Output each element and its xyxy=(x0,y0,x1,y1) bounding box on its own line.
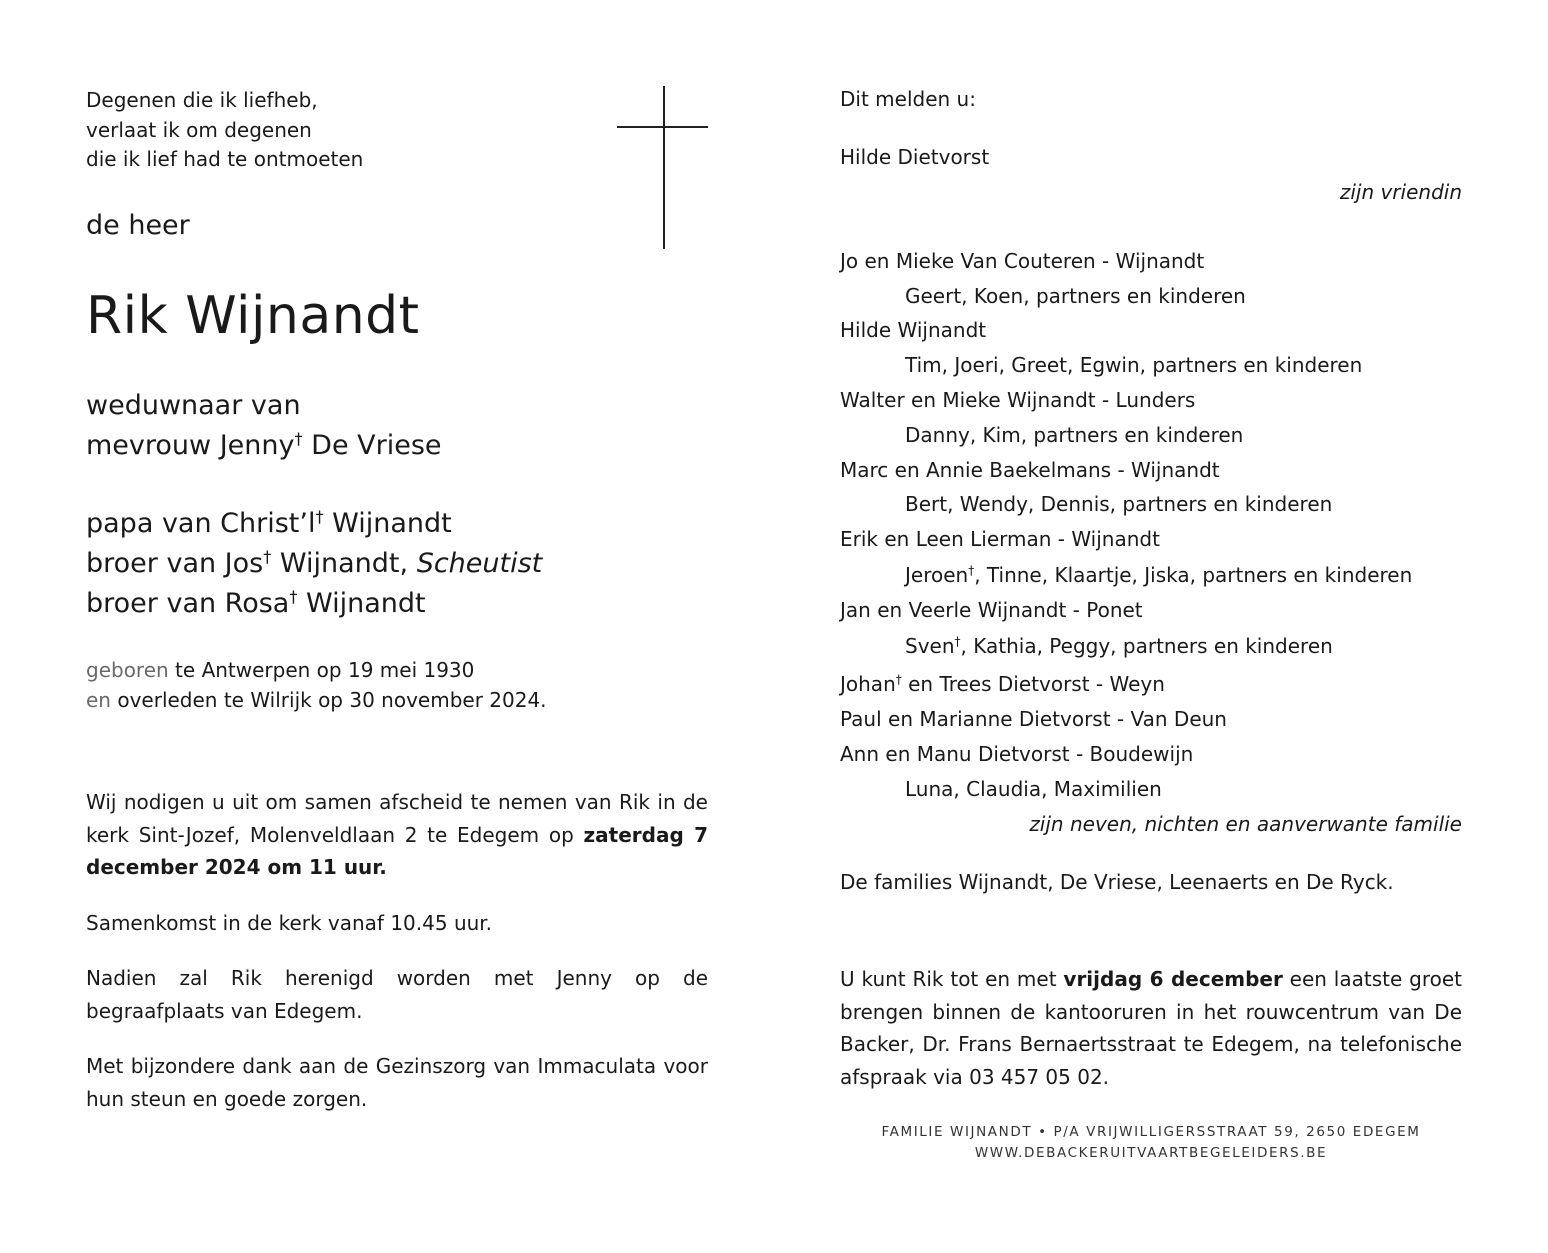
visitation-paragraph xyxy=(840,963,1462,1093)
family-children-text: , Kathia, Peggy, partners en kinderen xyxy=(960,634,1333,658)
poem-line: verlaat ik om degenen xyxy=(86,117,312,142)
family-children-line: Geert, Koen, partners en kinderen xyxy=(905,284,1246,308)
family-line: Jo en Mieke Van Couteren - Wijnandt xyxy=(840,249,1205,273)
cross-horizontal-bar xyxy=(617,126,708,128)
family-role: zijn neven, nichten en aanverwante familie xyxy=(1029,812,1462,836)
families-line: De families Wijnandt, De Vriese, Leenaerts en De Ryck. xyxy=(840,870,1394,894)
died-label: en xyxy=(86,688,111,712)
family-text: en Trees Dietvorst - Weyn xyxy=(901,672,1165,696)
died-line xyxy=(86,688,547,712)
dagger-icon: † xyxy=(968,563,975,578)
gathering-paragraph: Samenkomst in de kerk vanaf 10.45 uur. xyxy=(86,911,493,935)
friend-name: Hilde Dietvorst xyxy=(840,145,990,169)
family-line: Jan en Veerle Wijnandt - Ponet xyxy=(840,598,1143,622)
spouse-line-2 xyxy=(86,430,442,461)
family-line: Ann en Manu Dietvorst - Boudewijn xyxy=(840,742,1194,766)
relation-line-1 xyxy=(86,508,452,539)
dagger-icon: † xyxy=(954,634,961,649)
dagger-icon: † xyxy=(294,429,303,448)
family-children-line xyxy=(905,563,1412,587)
relation-italic: Scheutist xyxy=(416,548,543,579)
invitation-date: zaterdag 7 december 2024 om 11 uur. xyxy=(86,822,708,879)
born-line xyxy=(86,658,474,682)
family-children-line xyxy=(905,634,1333,658)
family-children-line: Luna, Claudia, Maximilien xyxy=(905,777,1162,801)
relation-text: papa van Christ’l xyxy=(86,508,316,539)
family-children-line: Bert, Wendy, Dennis, partners en kinderen xyxy=(905,492,1333,516)
family-text: Johan xyxy=(840,672,896,696)
poem-line: die ik lief had te ontmoeten xyxy=(86,147,364,171)
spouse-line-1: weduwnaar van xyxy=(86,390,301,421)
visitation-text: een laatste groet brengen binnen de kantooruren in het rouwcentrum van De Backer, Dr. Frans Bernaertsstraat te Edegem, na telefonische afspraak via 03 457 05 02. xyxy=(840,967,1462,1089)
relation-text: Wijnandt xyxy=(297,588,426,619)
family-children-text: , Tinne, Klaartje, Jiska, partners en kinderen xyxy=(974,563,1413,587)
relation-line-3 xyxy=(86,588,426,619)
family-line: Walter en Mieke Wijnandt - Lunders xyxy=(840,388,1196,412)
footer-address: FAMILIE WIJNANDT • P/A VRIJWILLIGERSSTRAAT 59, 2650 EDEGEM xyxy=(881,1124,1421,1140)
deceased-name: Rik Wijnandt xyxy=(86,286,420,346)
thanks-paragraph: Met bijzondere dank aan de Gezinszorg van Immaculata voor hun steun en goede zorgen. xyxy=(86,1054,708,1111)
relation-text: Wijnandt xyxy=(323,508,452,539)
dagger-icon: † xyxy=(315,507,324,526)
born-text: te Antwerpen op 19 mei 1930 xyxy=(168,658,475,682)
family-line: Marc en Annie Baekelmans - Wijnandt xyxy=(840,458,1220,482)
poem xyxy=(86,86,363,175)
family-children-line: Danny, Kim, partners en kinderen xyxy=(905,423,1244,447)
spouse-name: mevrouw Jenny xyxy=(86,430,295,461)
relation-text: broer van Jos xyxy=(86,548,264,579)
relation-line-2 xyxy=(86,548,542,579)
spouse-surname: De Vriese xyxy=(302,430,442,461)
dagger-icon: † xyxy=(289,587,298,606)
invitation-paragraph xyxy=(86,786,708,884)
family-line: Erik en Leen Lierman - Wijnandt xyxy=(840,527,1160,551)
born-label: geboren xyxy=(86,658,169,682)
relation-text: Wijnandt, xyxy=(271,548,417,579)
invitation-text: Wij nodigen u uit om samen afscheid te nemen van Rik in de kerk Sint-Jozef, Molenveldlaan 2 te Edegem op xyxy=(86,790,708,847)
died-text: overleden te Wilrijk op 30 november 2024. xyxy=(110,688,547,712)
dagger-icon: † xyxy=(263,547,272,566)
visitation-text: U kunt Rik tot en met xyxy=(840,967,1064,991)
cross-vertical-bar xyxy=(663,86,665,249)
family-line xyxy=(840,672,1165,696)
family-children-text: Jeroen xyxy=(905,563,969,587)
family-line: Hilde Wijnandt xyxy=(840,318,987,342)
family-children-text: Sven xyxy=(905,634,955,658)
poem-line: Degenen die ik liefheb, xyxy=(86,88,318,112)
friend-role: zijn vriendin xyxy=(1339,180,1462,204)
name-prefix: de heer xyxy=(86,210,190,241)
visitation-date: vrijdag 6 december xyxy=(1063,967,1283,991)
footer-website: WWW.DEBACKERUITVAARTBEGELEIDERS.BE xyxy=(974,1145,1328,1161)
dagger-icon: † xyxy=(895,672,902,687)
burial-paragraph: Nadien zal Rik herenigd worden met Jenny op de begraafplaats van Edegem. xyxy=(86,966,708,1023)
family-line: Paul en Marianne Dietvorst - Van Deun xyxy=(840,707,1227,731)
announcement-intro: Dit melden u: xyxy=(840,87,976,111)
family-children-line: Tim, Joeri, Greet, Egwin, partners en kinderen xyxy=(905,353,1363,377)
relation-text: broer van Rosa xyxy=(86,588,290,619)
